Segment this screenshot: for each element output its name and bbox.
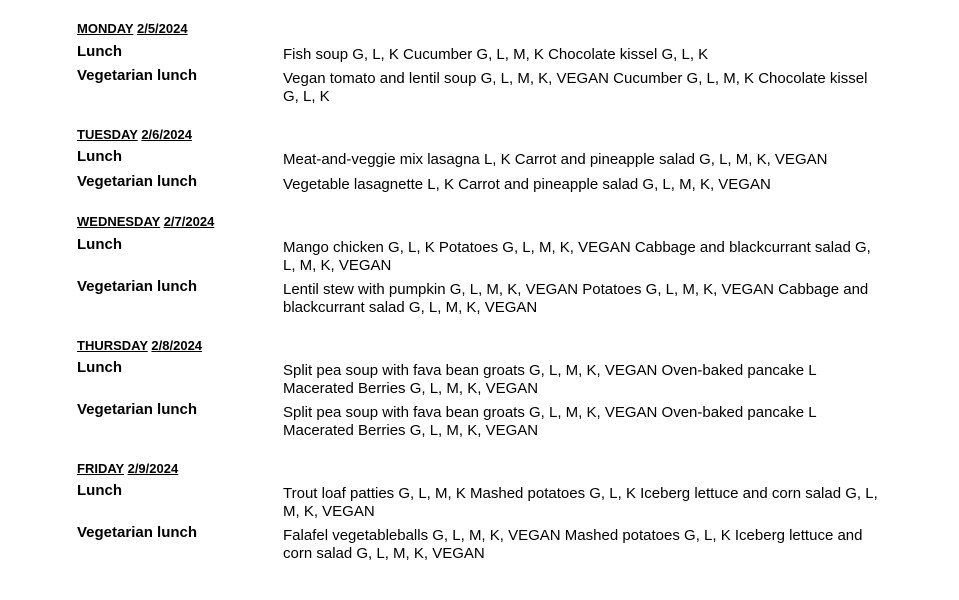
meal-description: Vegetable lasagnette L, K Carrot and pineapple salad G, L, M, K, VEGAN — [283, 176, 771, 193]
meal-label: Lunch — [77, 482, 122, 499]
meal-label: Lunch — [77, 236, 122, 253]
day-header — [77, 127, 192, 142]
meal-description: Fish soup G, L, K Cucumber G, L, M, K Chocolate kissel G, L, K — [283, 46, 709, 63]
meal-description: Split pea soup with fava bean groats G, L, M, K, VEGAN Oven-baked pancake L Macerated Berries G, L, M, K, VEGAN — [283, 404, 817, 439]
day-header — [77, 214, 214, 229]
meal-label: Vegetarian lunch — [77, 524, 198, 541]
day-header — [77, 21, 188, 36]
meal-label: Lunch — [77, 43, 122, 60]
day-date: 2/5/2024 — [136, 21, 188, 36]
meal-label: Vegetarian lunch — [77, 67, 198, 84]
day-date: 2/9/2024 — [127, 461, 179, 476]
day-header — [77, 338, 202, 353]
meal-description: Lentil stew with pumpkin G, L, M, K, VEGAN Potatoes G, L, M, K, VEGAN Cabbage and blackcurrant salad G, L, M, K, VEGAN — [283, 281, 869, 316]
day-date: 2/7/2024 — [163, 214, 215, 229]
meal-description: Falafel vegetableballs G, L, M, K, VEGAN Mashed potatoes G, L, K Iceberg lettuce and corn salad G, L, M, K, VEGAN — [283, 527, 863, 562]
meal-description: Mango chicken G, L, K Potatoes G, L, M, K, VEGAN Cabbage and blackcurrant salad G, L, M, K, VEGAN — [283, 239, 871, 274]
meal-description: Trout loaf patties G, L, M, K Mashed potatoes G, L, K Iceberg lettuce and corn salad G, L, M, K, VEGAN — [283, 485, 878, 520]
day-date: 2/6/2024 — [141, 127, 192, 142]
meal-label: Lunch — [77, 148, 122, 165]
meal-label: Vegetarian lunch — [77, 401, 198, 418]
meal-label: Lunch — [77, 359, 122, 376]
meal-description: Split pea soup with fava bean groats G, L, M, K, VEGAN Oven-baked pancake L Macerated Berries G, L, M, K, VEGAN — [283, 362, 817, 397]
day-weekday: MONDAY — [77, 21, 134, 36]
day-weekday: WEDNESDAY — [77, 214, 161, 229]
meal-label: Vegetarian lunch — [77, 278, 198, 295]
meal-description: Vegan tomato and lentil soup G, L, M, K, VEGAN Cucumber G, L, M, K Chocolate kissel G, L, K — [283, 70, 868, 105]
meal-label: Vegetarian lunch — [77, 173, 198, 190]
day-date: 2/8/2024 — [151, 338, 203, 353]
day-weekday: TUESDAY — [77, 127, 138, 142]
day-weekday: FRIDAY — [77, 461, 124, 476]
meal-description: Meat-and-veggie mix lasagna L, K Carrot and pineapple salad G, L, M, K, VEGAN — [283, 151, 828, 168]
day-header — [77, 461, 178, 476]
day-weekday: THURSDAY — [77, 338, 148, 353]
